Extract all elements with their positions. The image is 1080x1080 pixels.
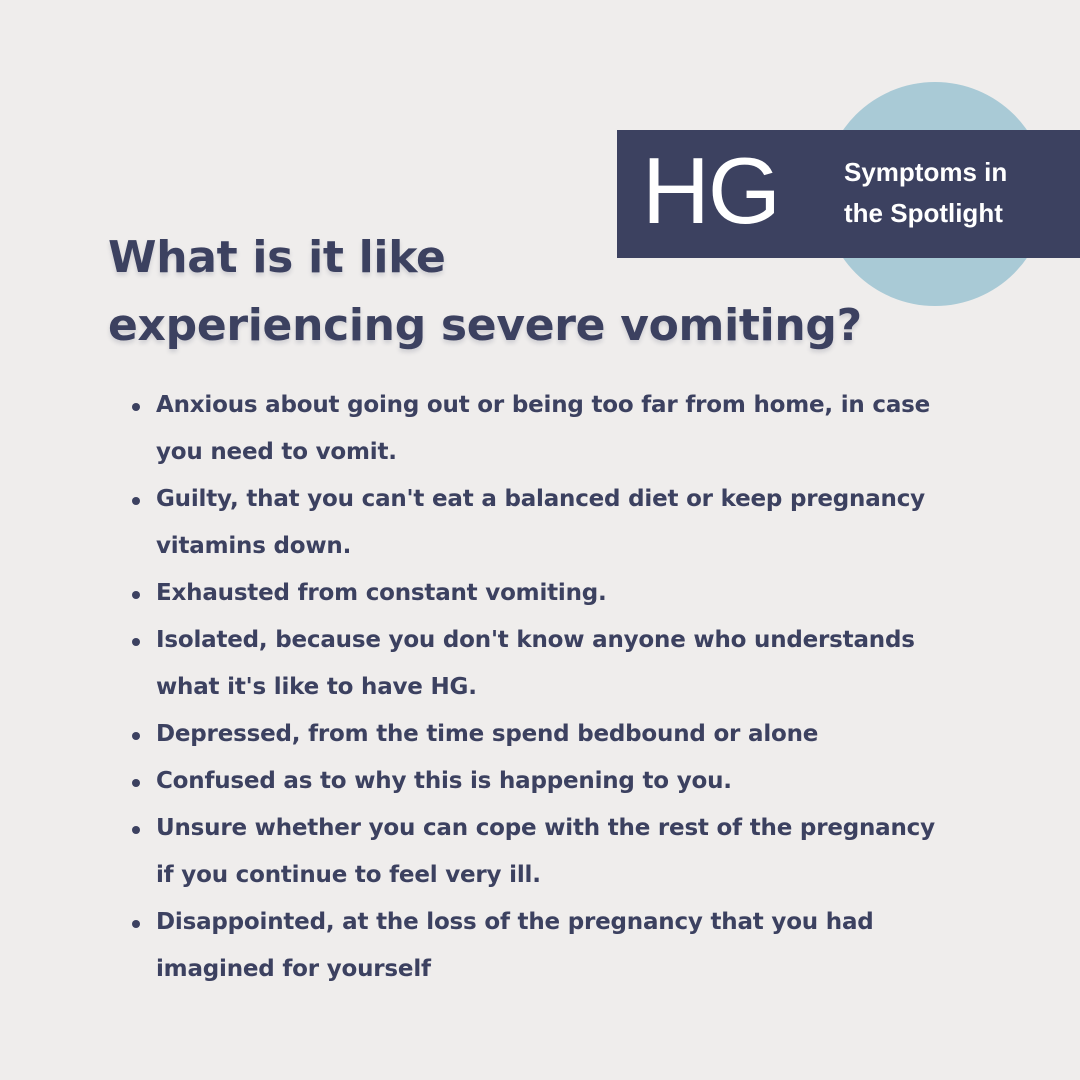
bullet-icon — [132, 403, 140, 411]
list-item — [132, 805, 962, 899]
list-item-line: Unsure whether you can cope with the rest of the pregnancy — [156, 815, 935, 841]
page-title — [108, 224, 862, 360]
list-item-line: what it's like to have HG. — [156, 674, 477, 700]
list-item-line: Disappointed, at the loss of the pregnancy that you had — [156, 909, 874, 935]
list-item-line: if you continue to feel very ill. — [156, 862, 541, 888]
bullet-icon — [132, 826, 140, 834]
banner-subtitle — [844, 152, 1064, 234]
bullet-icon — [132, 779, 140, 787]
list-item-line: Anxious about going out or being too far from home, in case — [156, 392, 931, 418]
banner-hg-logo: HG — [642, 138, 779, 243]
list-item-text — [156, 805, 962, 899]
list-item-line: Guilty, that you can't eat a balanced diet or keep pregnancy — [156, 486, 925, 512]
banner-subtitle-line-2: the Spotlight — [844, 198, 1003, 228]
list-item-text — [156, 711, 962, 758]
list-item-line: Isolated, because you don't know anyone who understands — [156, 627, 915, 653]
list-item-line: vitamins down. — [156, 533, 352, 559]
list-item-line: Exhausted from constant vomiting. — [156, 580, 607, 606]
page-title-line-2: experiencing severe vomiting? — [108, 300, 862, 351]
list-item-line: you need to vomit. — [156, 439, 397, 465]
list-item-text — [156, 758, 962, 805]
list-item-line: imagined for yourself — [156, 956, 431, 982]
bullet-icon — [132, 920, 140, 928]
list-item-line: Confused as to why this is happening to you. — [156, 768, 732, 794]
list-item — [132, 617, 962, 711]
list-item-line: Depressed, from the time spend bedbound or alone — [156, 721, 819, 747]
list-item-text — [156, 476, 962, 570]
bullet-icon — [132, 732, 140, 740]
symptom-list — [132, 382, 962, 993]
list-item — [132, 711, 962, 758]
bullet-icon — [132, 591, 140, 599]
list-item-text — [156, 617, 962, 711]
list-item — [132, 570, 962, 617]
banner-subtitle-line-1: Symptoms in — [844, 157, 1008, 187]
list-item-text — [156, 570, 962, 617]
list-item — [132, 476, 962, 570]
list-item — [132, 382, 962, 476]
bullet-icon — [132, 638, 140, 646]
list-item-text — [156, 382, 962, 476]
list-item-text — [156, 899, 962, 993]
page-title-line-1: What is it like — [108, 232, 446, 283]
list-item — [132, 899, 962, 993]
bullet-icon — [132, 497, 140, 505]
list-item — [132, 758, 962, 805]
